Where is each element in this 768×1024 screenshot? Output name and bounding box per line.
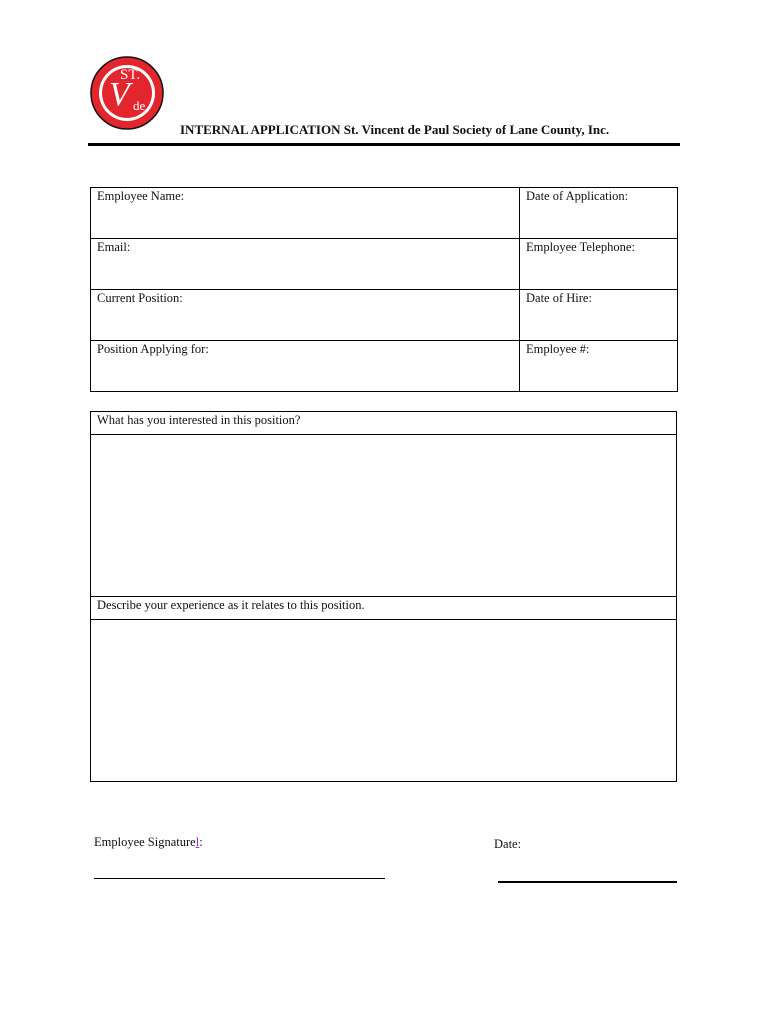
signature-label-colon: : [199,835,203,849]
form-title-rest: St. Vincent de Paul Society of Lane County, Inc. [340,122,610,137]
svg-text:V: V [109,76,130,113]
position-applying-for-field[interactable] [91,341,520,392]
date-line[interactable] [498,881,677,883]
date-of-hire-label: Date of Hire: [526,291,592,305]
employee-number-label: Employee #: [526,342,590,356]
date-label: Date: [494,837,522,851]
employee-name-label: Employee Name: [97,189,185,203]
signature-label-text: Employee Signature [94,835,196,849]
email-field[interactable] [91,239,520,290]
employee-name-field[interactable] [91,188,520,239]
current-position-field[interactable] [91,290,520,341]
header-rule [88,143,680,146]
svg-text:ST.: ST. [120,67,141,83]
date-of-application-label: Date of Application: [526,189,629,203]
employee-telephone-field[interactable] [520,239,678,290]
employee-number-field[interactable] [520,341,678,392]
position-applying-for-label: Position Applying for: [97,342,209,356]
answer-experience-box[interactable] [91,620,677,782]
signature-line[interactable] [94,878,385,879]
question-interest: What has you interested in this position? [91,412,677,435]
edit-mark: l [195,835,200,849]
svg-text:de: de [133,98,146,113]
essay-questions-table [90,411,677,782]
current-position-label: Current Position: [97,291,183,305]
employee-signature-label [94,835,203,850]
date-of-application-field[interactable] [520,188,678,239]
date-of-hire-field[interactable] [520,290,678,341]
email-label: Email: [97,240,131,254]
question-experience: Describe your experience as it relates to this position. [91,597,677,620]
employee-telephone-label: Employee Telephone: [526,240,635,254]
answer-interest-box[interactable] [91,435,677,597]
form-title [180,122,609,138]
employee-info-table [90,187,678,392]
svdp-logo [89,55,165,131]
form-title-bold: INTERNAL APPLICATION [180,122,341,137]
